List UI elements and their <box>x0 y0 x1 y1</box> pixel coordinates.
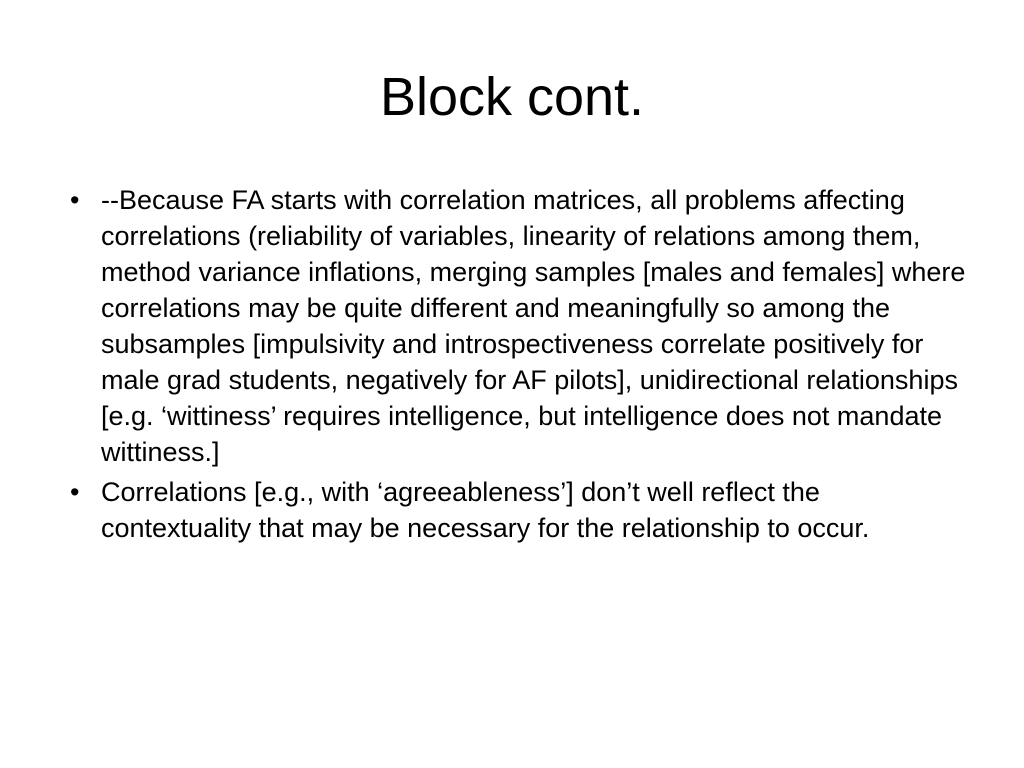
bullet-icon: • <box>70 477 80 507</box>
bullet-text: --Because FA starts with correlation matrices, all problems affecting correlations (reliability of variables, linearity of relations among them, method variance inflations, merging samples [males and females] where correlations may be quite different and meaningfully so among the subsamples [impulsivity and introspectiveness correlate positively for male grad students, negatively for AF pilots], unidirectional relationships [e.g. ‘wittiness’ requires intelligence, but intelligence does not mandate wittiness.] <box>101 185 966 467</box>
bullet-text: Correlations [e.g., with ‘agreeableness’] don’t well reflect the contextuality that may be necessary for the relationship to occur. <box>101 477 870 543</box>
bullet-list <box>70 182 970 550</box>
bullet-item <box>70 182 970 470</box>
bullet-icon: • <box>70 185 80 215</box>
bullet-item <box>70 474 970 546</box>
slide-title: Block cont. <box>379 67 645 127</box>
